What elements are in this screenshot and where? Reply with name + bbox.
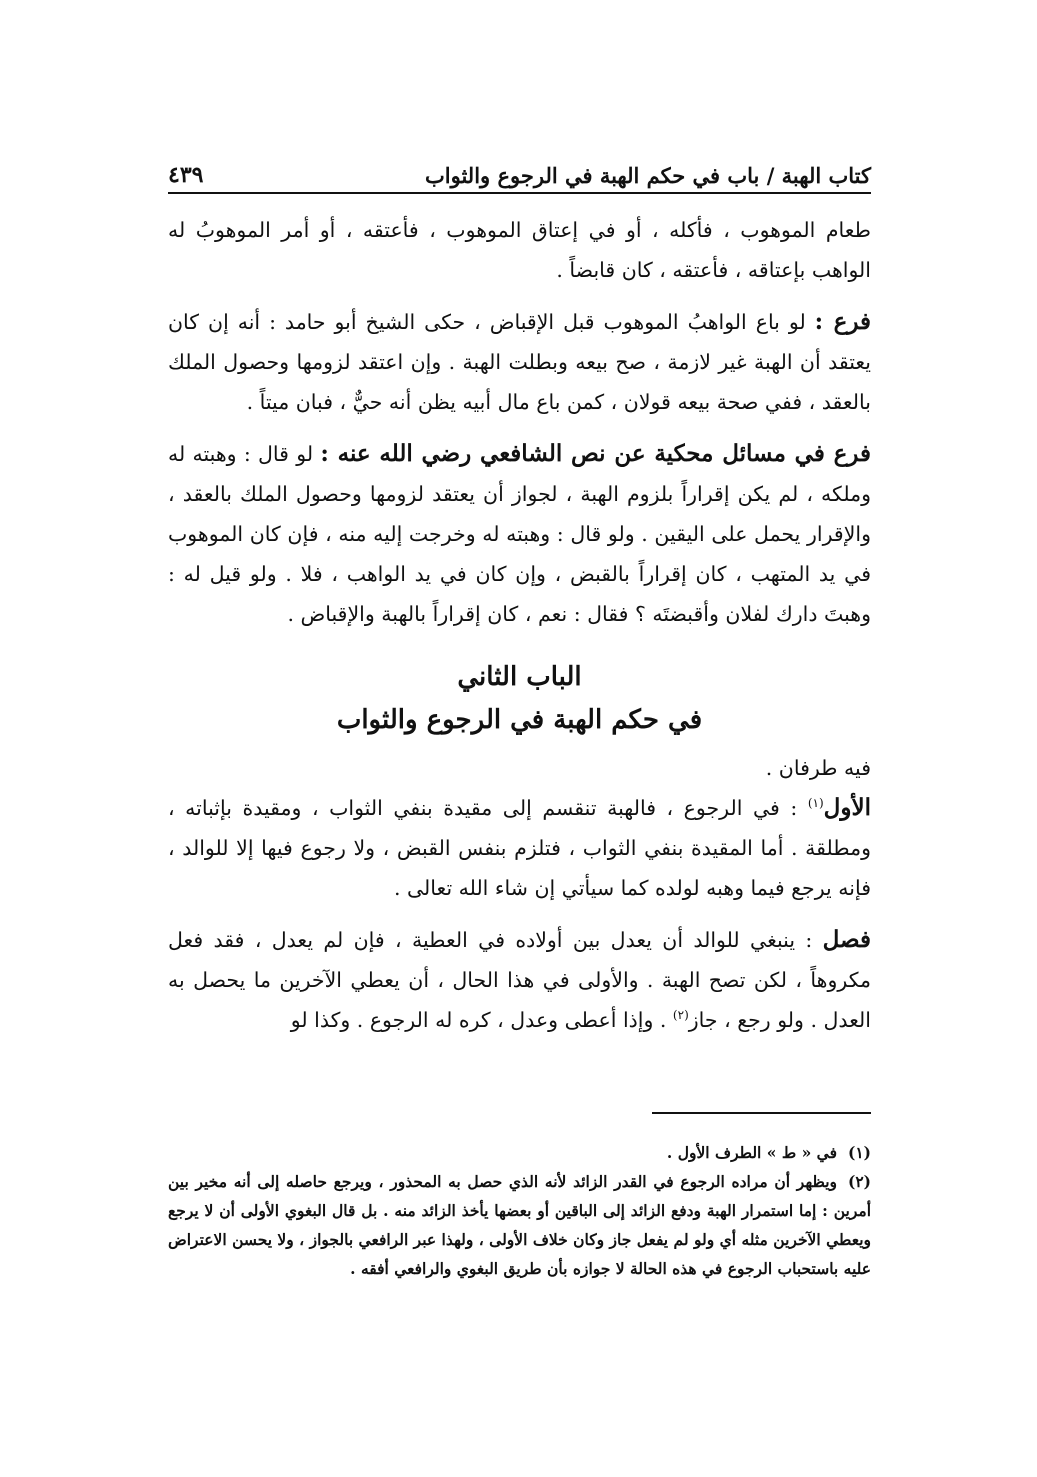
page-header: [168, 148, 871, 188]
footnote-text: ويظهر أن مراده الرجوع في القدر الزائد لأنه الذي حصل به المحذور ، ويرجع حاصله إلى أنه مخير بين أمرين : إما استمرار الهبة ودفع الزائد إلى الباقين أو بعضها يأخذ الزائد منه . بل قال البغوي الأولى أن لا يرجع ويعطي الآخرين مثله أي ولو لم يفعل جاز وكان خلاف الأولى ، ولهذا عبر الرافعي بالجواز ، ولا يحسن الاعتراض عليه باستحباب الرجوع في هذه الحالة لا جوازه بأن طريق البغوي والرافعي أفقه .: [168, 1172, 871, 1278]
paragraph-3-text: لو قال : وهبته له وملكه ، لم يكن إقراراً بلزوم الهبة ، لجواز أن يعتقد لزومها وحصول الملك بالعقد ، والإقرار يحمل على اليقين . ولو قال : وهبته له وخرجت إليه منه ، فإن كان الموهوب في يد المتهب ، كان إقراراً بالقبض ، وإن كان في يد الواهب ، فلا . ولو قيل له : وهبتَ دارك لفلان وأقبضتَه ؟ فقال : نعم ، كان إقراراً بالهبة والإقباض .: [168, 442, 871, 626]
paragraph-fasl: [168, 920, 871, 1040]
footnote-number: (١): [847, 1143, 871, 1162]
footnotes: [168, 1138, 871, 1283]
chapter-title: الباب الثاني: [457, 662, 582, 692]
first-part-text: : في الرجوع ، فالهبة تنقسم إلى مقيدة بنفي الثواب ، ومقيدة بإثباته ، ومطلقة . أما المقيدة بنفي الثواب ، فتلزم بنفس القبض ، ولا رجوع فيها إلا للوالد ، فإنه يرجع فيما وهبه لولده كما سيأتي إن شاء الله تعالى .: [168, 796, 871, 900]
first-part-term: الأول: [823, 794, 871, 821]
chapter-subtitle: في حكم الهبة في الرجوع والثواب: [336, 705, 703, 735]
running-title: كتاب الهبة / باب في حكم الهبة في الرجوع والثواب: [425, 163, 871, 188]
chapter-heading: [168, 656, 871, 742]
far-term: فرع :: [814, 308, 872, 335]
page-number: ٤٣٩: [168, 162, 204, 188]
header-rule: [168, 192, 871, 194]
footnote-ref-2[interactable]: (٢): [672, 1008, 689, 1023]
paragraph-2: [168, 302, 871, 422]
paragraph-first-part: [168, 788, 871, 908]
paragraph-1: طعام الموهوب ، فأكله ، أو في إعتاق الموهوب ، فأعتقه ، أو أمر الموهوبُ له الواهب بإعتاقه ، فأعتقه ، كان قابضاً .: [168, 218, 871, 282]
footnote-number: (٢): [847, 1172, 871, 1191]
main-text: [168, 210, 871, 1052]
fasl-text-a: : ينبغي للوالد أن يعدل بين أولاده في العطية ، فإن لم يعدل ، فقد فعل مكروهاً ، لكن تصح الهبة . والأولى في هذا الحال ، أن يعطي الآخرين ما يحصل به العدل . ولو رجع ، جاز: [168, 928, 871, 1032]
fasl-term: فصل: [822, 926, 871, 953]
footnote-1: [168, 1138, 871, 1167]
section-intro: فيه طرفان .: [765, 756, 871, 780]
paragraph-2-text: لو باع الواهبُ الموهوب قبل الإقباض ، حكى الشيخ أبو حامد : أنه إن كان يعتقد أن الهبة غير لازمة ، صح بيعه وبطلت الهبة . وإن اعتقد لزومها وحصول الملك بالعقد ، ففي صحة بيعه قولان ، كمن باع مال أبيه يظن أنه حيٌّ ، فبان ميتاً .: [168, 310, 871, 414]
footnote-text: في « ط » الطرف الأول .: [666, 1143, 837, 1162]
footnote-2: [168, 1167, 871, 1283]
footnote-rule: [652, 1112, 871, 1114]
fasl-text-b: . وإذا أعطى وعدل ، كره له الرجوع . وكذا لو: [290, 1008, 673, 1032]
paragraph-3: [168, 434, 871, 634]
far-heading: فرع في مسائل محكية عن نص الشافعي رضي الله عنه :: [320, 440, 871, 467]
footnote-ref-1[interactable]: (١): [807, 796, 824, 811]
